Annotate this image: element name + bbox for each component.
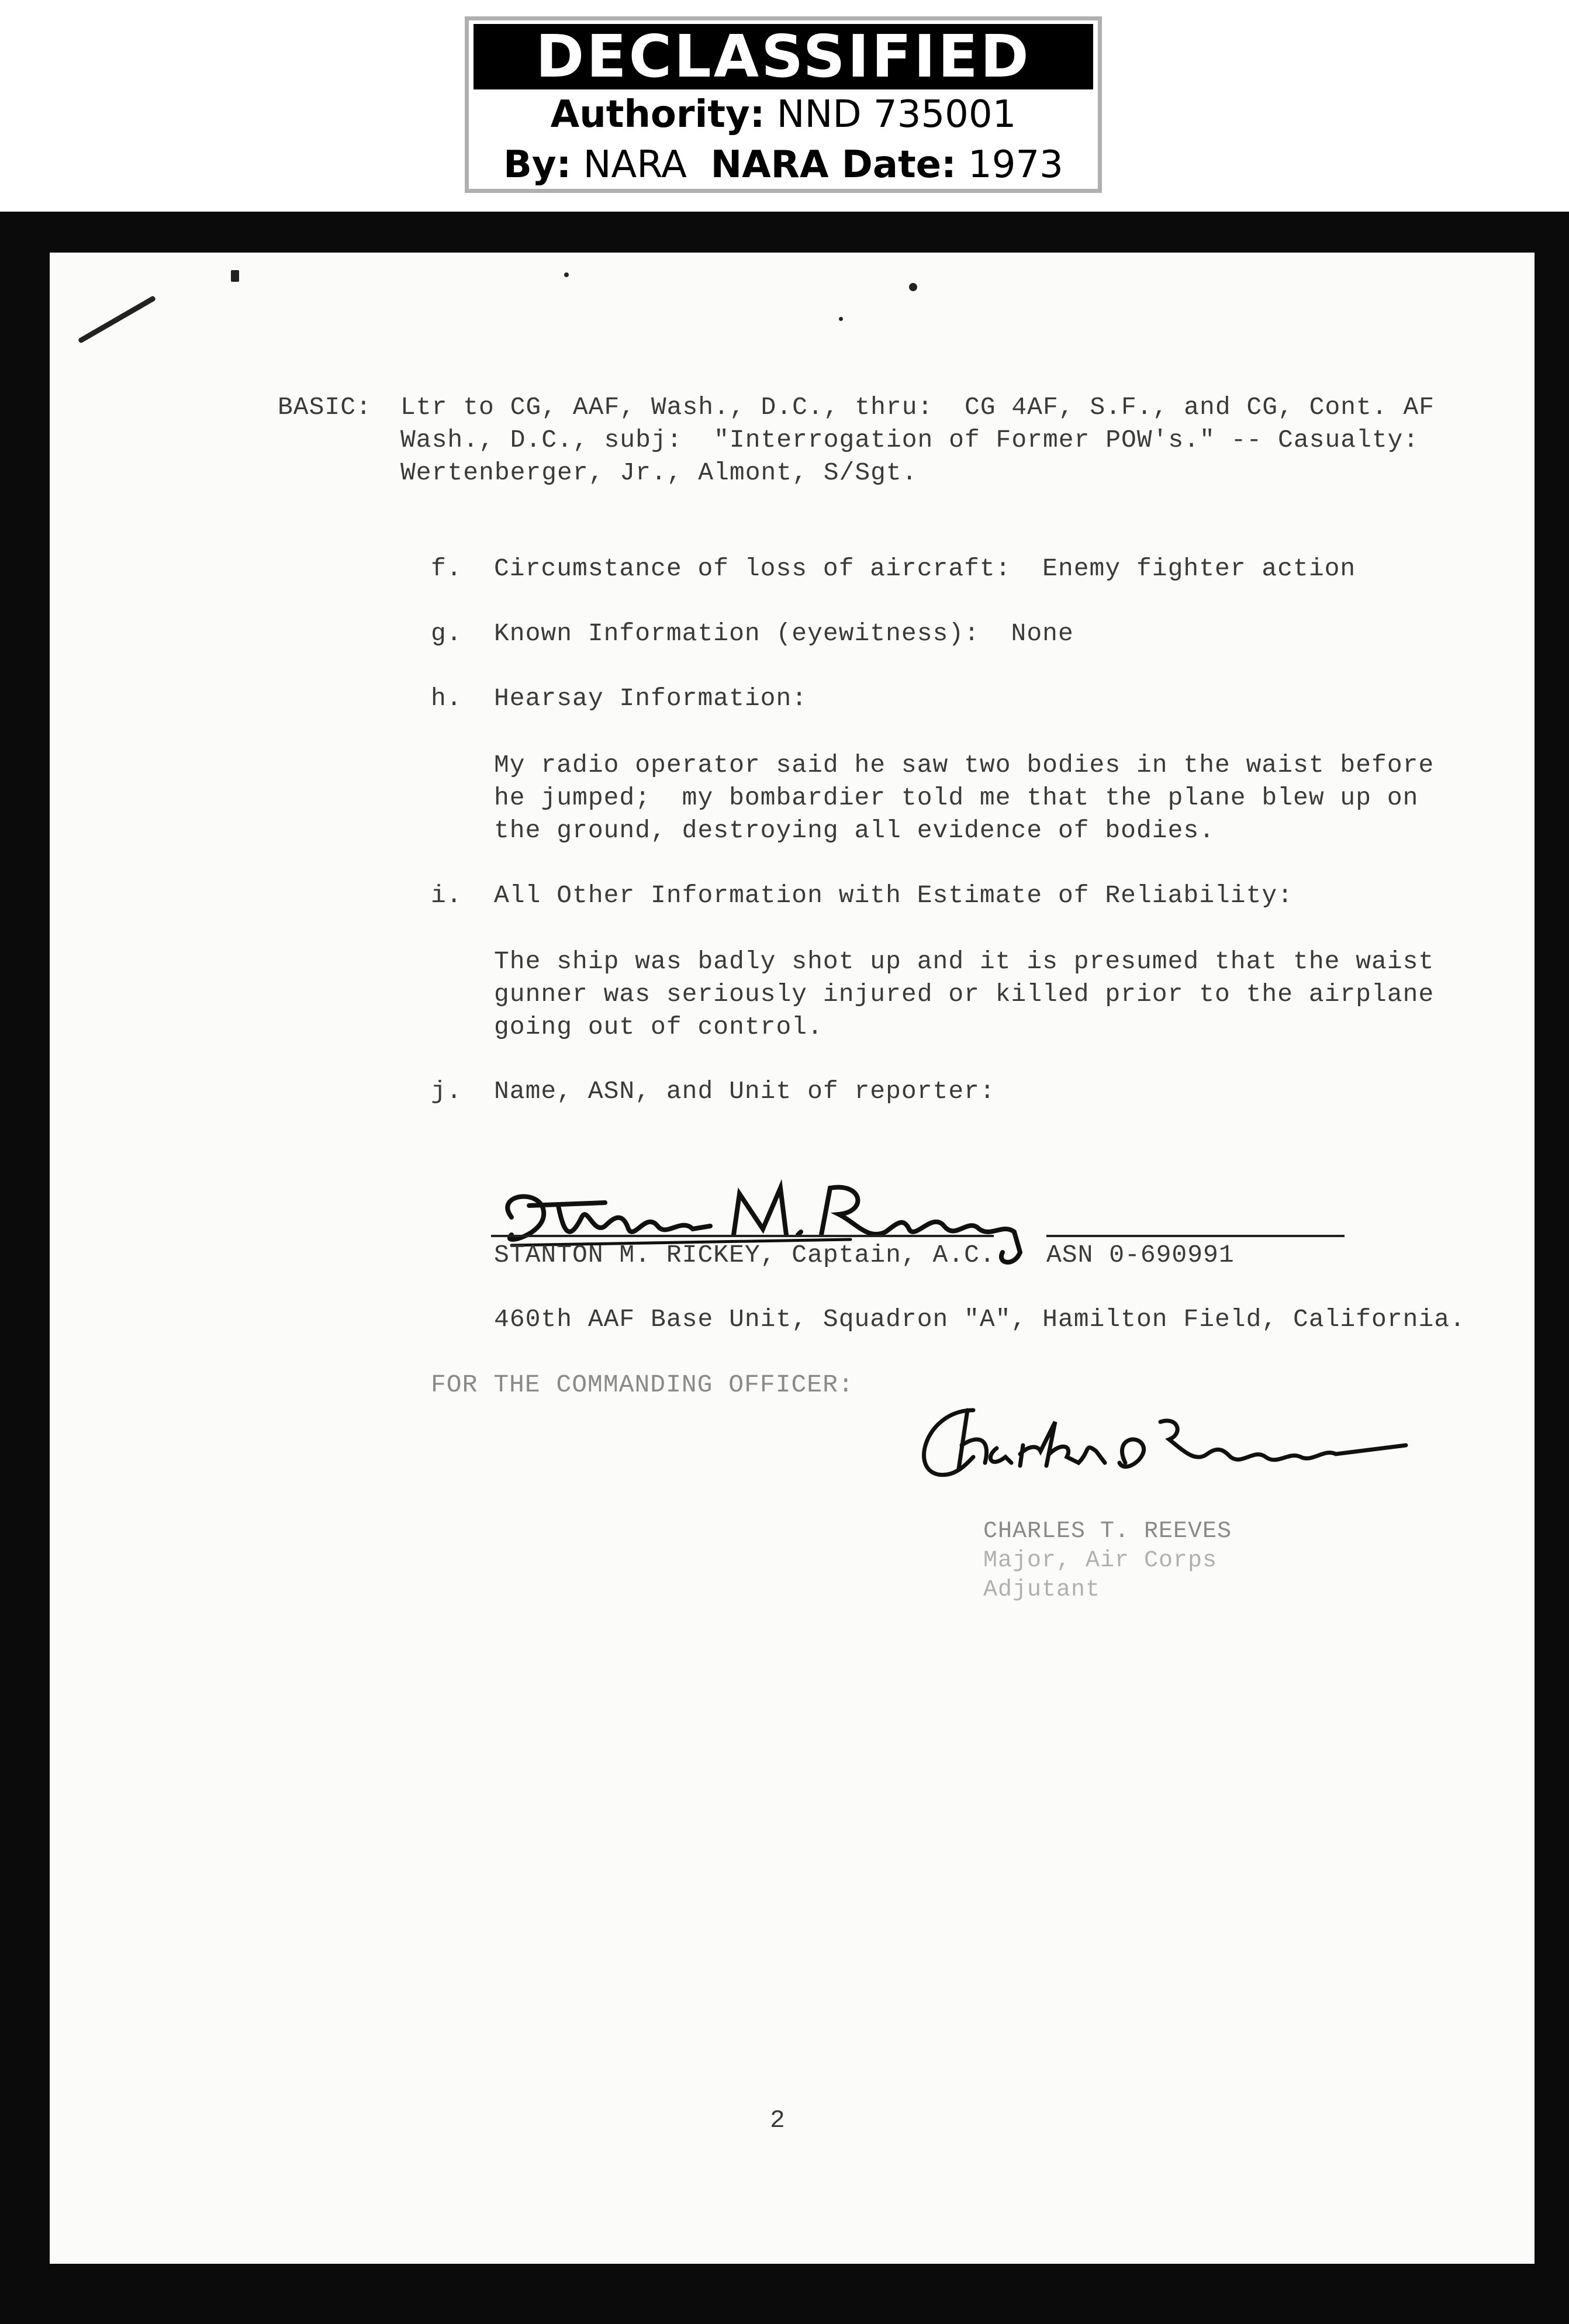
page-number: 2 <box>770 2106 786 2135</box>
item-text-h: Hearsay Information: <box>494 684 808 713</box>
item-key-i: i. <box>431 881 462 910</box>
hearsay-line-1: My radio operator said he saw two bodies in the waist before <box>494 751 1435 779</box>
asn-line <box>1046 1235 1345 1237</box>
stamp-by-label: By: <box>503 143 572 187</box>
scan-dust <box>909 283 917 291</box>
stamp-by-date <box>469 140 1098 190</box>
scan-dust <box>231 270 239 282</box>
signature-line <box>491 1235 994 1237</box>
other-line-3: going out of control. <box>494 1013 823 1041</box>
reporter-name: STANTON M. RICKEY, Captain, A.C. <box>494 1241 996 1269</box>
scan-dust <box>564 272 569 277</box>
officer-name: CHARLES T. REEVES <box>983 1518 1232 1545</box>
item-text-i: All Other Information with Estimate of Reliability: <box>494 881 1294 910</box>
scanned-page <box>0 212 1569 2324</box>
hearsay-line-3: the ground, destroying all evidence of bodies. <box>494 816 1215 845</box>
basic-label: BASIC: <box>278 393 372 422</box>
basic-line-1: Ltr to CG, AAF, Wash., D.C., thru: CG 4AF, S.F., and CG, Cont. AF <box>400 393 1435 422</box>
basic-line-2: Wash., D.C., subj: "Interrogation of Former POW's." -- Casualty: <box>400 426 1419 454</box>
scan-mark <box>78 295 156 344</box>
stamp-title: DECLASSIFIED <box>474 24 1093 89</box>
item-key-h: h. <box>431 684 462 713</box>
officer-rank: Major, Air Corps <box>983 1548 1218 1574</box>
item-text-f: Circumstance of loss of aircraft: Enemy fighter action <box>494 554 1356 583</box>
item-text-j: Name, ASN, and Unit of reporter: <box>494 1077 996 1106</box>
other-line-2: gunner was seriously injured or killed prior to the airplane <box>494 980 1435 1009</box>
stamp-date-label: NARA Date: <box>710 143 956 187</box>
stamp-authority <box>469 89 1098 140</box>
item-key-g: g. <box>431 619 462 648</box>
officer-signature <box>903 1398 1418 1492</box>
stamp-authority-value: NND 735001 <box>776 93 1017 136</box>
scan-dust <box>839 317 843 321</box>
hearsay-line-2: he jumped; my bombardier told me that the plane blew up on <box>494 783 1419 812</box>
officer-title: Adjutant <box>983 1577 1101 1603</box>
stamp-date-value: 1973 <box>968 143 1063 187</box>
basic-line-3: Wertenberger, Jr., Almont, S/Sgt. <box>400 458 918 487</box>
reporter-asn: ASN 0-690991 <box>1046 1241 1235 1269</box>
stamp-authority-label: Authority: <box>550 93 765 136</box>
declassified-stamp <box>465 16 1102 193</box>
other-line-1: The ship was badly shot up and it is presumed that the waist <box>494 947 1435 976</box>
item-key-f: f. <box>431 554 462 583</box>
paper-sheet <box>50 253 1535 2264</box>
stamp-by-value: NARA <box>583 143 687 187</box>
reporter-unit: 460th AAF Base Unit, Squadron "A", Hamilton Field, California. <box>494 1305 1466 1334</box>
for-commanding-officer: FOR THE COMMANDING OFFICER: <box>431 1370 854 1399</box>
item-text-g: Known Information (eyewitness): None <box>494 619 1074 648</box>
item-key-j: j. <box>431 1077 462 1106</box>
